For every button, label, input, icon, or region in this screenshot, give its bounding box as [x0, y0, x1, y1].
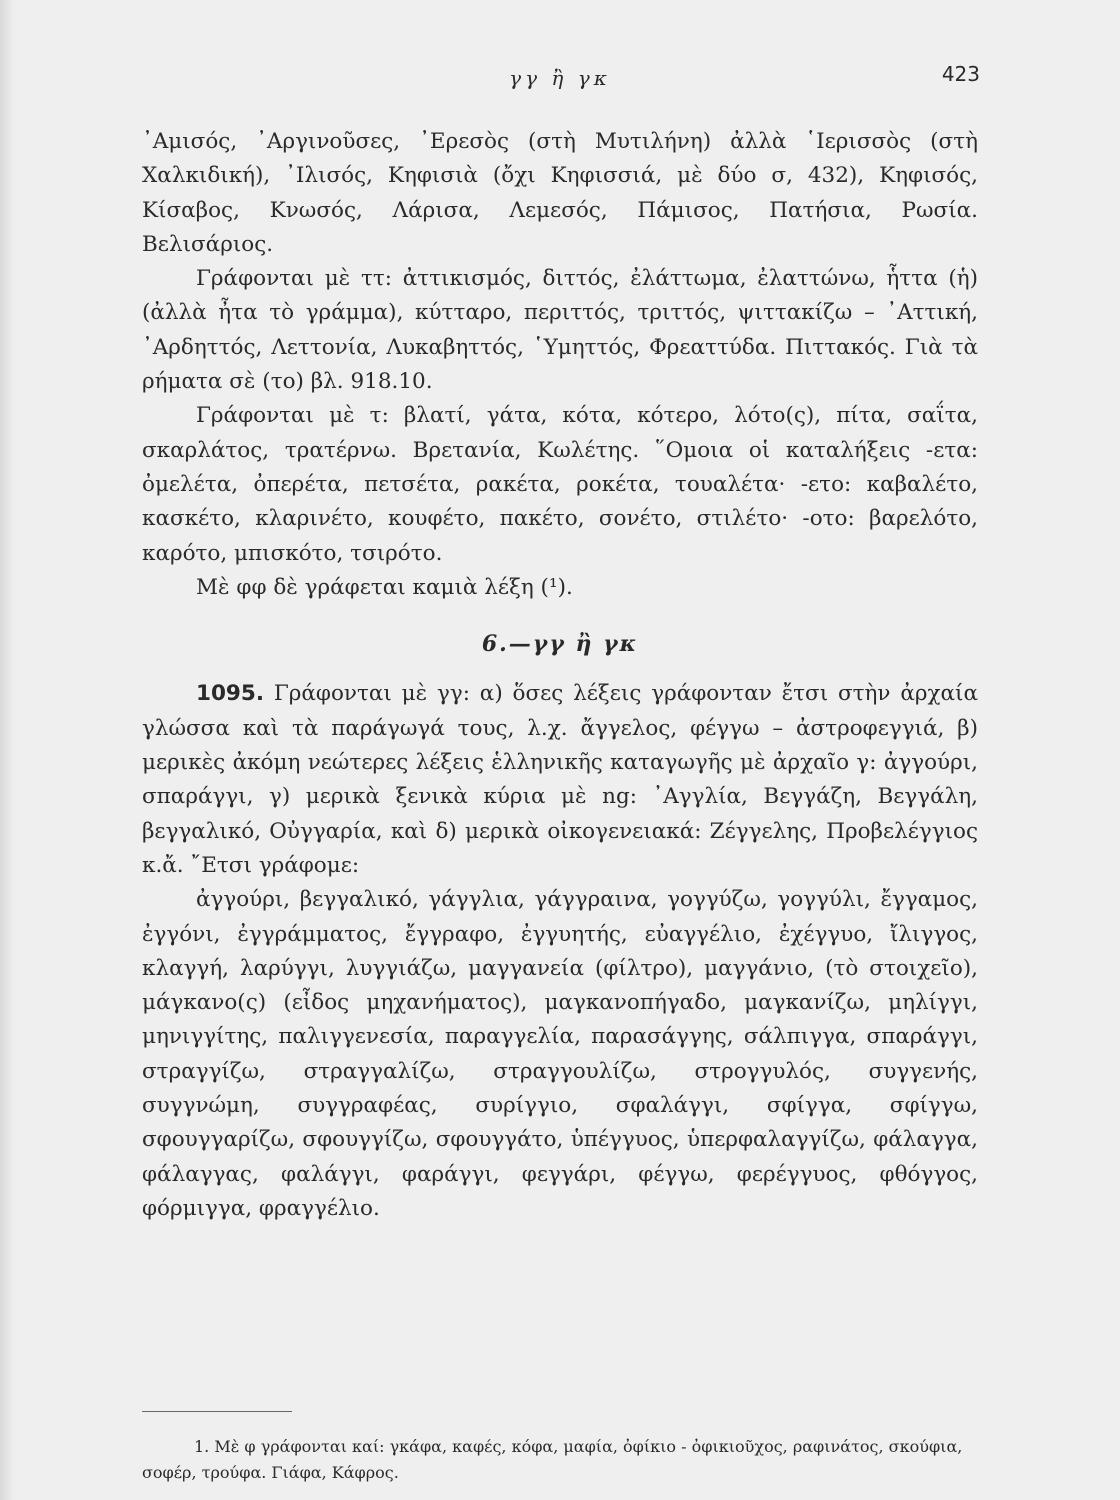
page-header: [0, 62, 1120, 92]
footnote: 1. Μὲ φ γράφονται καί: γκάφα, καφές, κόφα, μαφία, ὀφίκιο - ὀφικιοῦχος, ραφινάτος, σκούφια, σοφέρ, τρούφα. Γιάφα, Κάφρος.: [142, 1437, 963, 1482]
paragraph-double-phi: Μὲ φφ δὲ γράφεται καμιὰ λέξη (¹).: [196, 574, 573, 600]
paragraph-double-tau: Γράφονται μὲ ττ: ἀττικισμός, διττός, ἐλάττωμα, ἐλαττώνω, ἧττα (ἡ) (ἀλλὰ ἦτα τὸ γράμμα), κύτταρο, περιττός, τριττός, ψιττακίζω – ᾿Αττική, ᾿Αρδηττός, Λεττονία, Λυκαβηττός, ῾Υμηττός, Φρεαττύδα. Πιττακός. Γιὰ τὰ ρήματα σὲ (το) βλ. 918.10.: [142, 266, 978, 395]
page-body: [142, 125, 978, 1226]
page-number: 423: [941, 62, 980, 86]
footnotes: [142, 1434, 978, 1486]
paragraph-single-tau: Γράφονται μὲ τ: βλατί, γάτα, κότα, κότερο, λότο(ς), πίτα, σαΐτα, σκαρλάτος, τρατέρνω. Βρετανία, Κωλέτης. ῞Ομοια οἱ καταλήξεις -ετα: ὀμελέτα, ὀπερέτα, πετσέτα, ρακέτα, ροκέτα, τουαλέτα· -ετο: καβαλέτο, κασκέτο, κλαρινέτο, κουφέτο, πακέτο, σονέτο, στιλέτο· -οτο: βαρελότο, καρότο, μπισκότο, τσιρότο.: [142, 403, 978, 566]
paragraph-place-names: ᾿Αμισός, ᾿Αργινοῦσες, ᾿Ερεσὸς (στὴ Μυτιλήνη) ἀλλὰ ῾Ιερισσὸς (στὴ Χαλκιδική), ᾿Ιλισός, Κηφισιὰ (ὄχι Κηφισσιά, μὲ δύο σ, 432), Κηφισός, Κίσαβος, Κνωσός, Λάρισα, Λεμεσός, Πάμισος, Πατήσια, Ρωσία. Βελισάριος.: [142, 129, 978, 257]
footnote-divider: [142, 1411, 292, 1412]
section-heading: 6.—γγ ἢ γκ: [481, 631, 639, 658]
running-title: γγ ἢ γκ: [509, 66, 611, 90]
word-list: ἀγγούρι, βεγγαλικό, γάγγλια, γάγγραινα, γογγύζω, γογγύλι, ἔγγαμος, ἐγγόνι, ἐγγράμματος, ἔγγραφο, ἐγγυητής, εὐαγγέλιο, ἐχέγγυο, ἴλιγγος, κλαγγή, λαρύγγι, λυγγιάζω, μαγγανεία (φίλτρο), μαγγάνιο, (τὸ στοιχεῖο), μάγκανο(ς) (εἶδος μηχανήματος), μαγκανοπήγαδο, μαγκανίζω, μηλίγγι, μηνιγγίτης, παλιγγενεσία, παραγγελία, παρασάγγης, σάλπιγγα, σπαράγγι, στραγγίζω, στραγγαλίζω, στραγγουλίζω, στρογγυλός, συγγενής, συγγνώμη, συγγραφέας, συρίγγιο, σφαλάγγι, σφίγγα, σφίγγω, σφουγγαρίζω, σφουγγίζω, σφουγγάτο, ὑπέγγυος, ὑπερφαλαγγίζω, φάλαγγα, φάλαγγας, φαλάγγι, φαράγγι, φεγγάρι, φέγγω, φερέγγυος, φθόγγος, φόρμιγγα, φραγγέλιο.: [142, 887, 978, 1221]
rule-paragraph: [142, 677, 978, 883]
scan-edge: [0, 0, 14, 1500]
paragraph-number: 1095.: [196, 681, 265, 707]
rule-paragraph-text: Γράφονται μὲ γγ: α) ὅσες λέξεις γράφονταν ἔτσι στὴν ἀρχαία γλώσσα καὶ τὰ παράγωγά τους, λ.χ. ἄγγελος, φέγγω – ἀστροφεγγιά, β) μερικὲς ἀκόμη νεώτερες λέξεις ἑλληνικῆς καταγωγῆς μὲ ἀρχαῖο γ: ἀγγούρι, σπαράγγι, γ) μερικὰ ξενικὰ κύρια μὲ ng: ᾿Αγγλία, Βεγγάζη, Βεγγάλη, βεγγαλικό, Οὐγγαρία, καὶ δ) μερικὰ οἰκογενειακά: Ζέγγελης, Προβελέγγιος κ.ἄ. ῎Ετσι γράφομε:: [142, 681, 978, 878]
